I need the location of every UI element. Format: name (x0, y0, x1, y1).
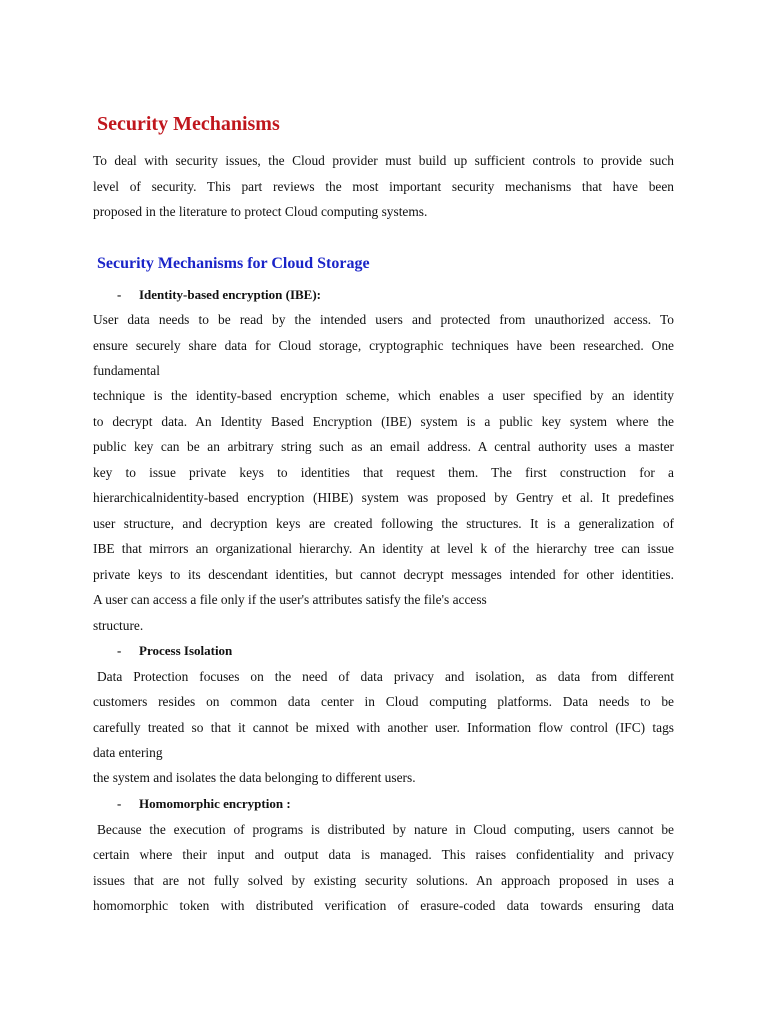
ibe-line: to decrypt data. An Identity Based Encryption (IBE) system is a public key system where the (93, 414, 674, 429)
ibe-line: A user can access a file only if the user's attributes satisfy the file's access (93, 592, 487, 607)
subheading-ibe-label: Identity-based encryption (IBE): (139, 287, 322, 302)
intro-line: level of security. This part reviews the most important security mechanisms that have been (93, 179, 674, 194)
isolation-line: data entering (93, 745, 163, 760)
homomorphic-line: certain where their input and output data is managed. This raises confidentiality and privacy (93, 847, 674, 862)
isolation-line: customers resides on common data center in Cloud computing platforms. Data needs to be (93, 694, 674, 709)
intro-line: To deal with security issues, the Cloud provider must build up sufficient controls to provide such (93, 153, 674, 168)
ibe-line: technique is the identity-based encryption scheme, which enables a user specified by an identity (93, 388, 674, 403)
ibe-line: User data needs to be read by the intended users and protected from unauthorized access. To (93, 312, 674, 327)
homomorphic-line: issues that are not fully solved by existing security solutions. An approach proposed in uses a (93, 873, 674, 888)
isolation-line: the system and isolates the data belonging to different users. (93, 770, 416, 785)
ibe-line: structure. (93, 618, 144, 633)
ibe-line: key to issue private keys to identities that request them. The first construction for a (93, 465, 674, 480)
subheading-homomorphic-encryption-label: Homomorphic encryption : (139, 796, 291, 811)
bullet-dash: - (117, 796, 122, 811)
subheading-process-isolation-label: Process Isolation (139, 643, 233, 658)
ibe-line: private keys to its descendant identities, but cannot decrypt messages intended for other identities. (93, 567, 674, 582)
intro-line: proposed in the literature to protect Cloud computing systems. (93, 204, 428, 219)
ibe-line: user structure, and decryption keys are created following the structures. It is a generalization of (93, 516, 674, 531)
ibe-line: hierarchicalnidentity-based encryption (HIBE) system was proposed by Gentry et al. It predefines (93, 490, 674, 505)
section-title: Security Mechanisms for Cloud Storage (97, 255, 370, 272)
subheading-ibe (117, 286, 321, 304)
subheading-process-isolation (117, 642, 232, 660)
homomorphic-line: Because the execution of programs is distributed by nature in Cloud computing, users cannot be (97, 822, 674, 837)
ibe-line: IBE that mirrors an organizational hierarchy. An identity at level k of the hierarchy tree can issue (93, 541, 674, 556)
bullet-dash: - (117, 287, 122, 302)
isolation-line: carefully treated so that it cannot be mixed with another user. Information flow control (IFC) tags (93, 720, 674, 735)
isolation-line: Data Protection focuses on the need of data privacy and isolation, as data from different (97, 669, 674, 684)
ibe-line: public key can be an arbitrary string such as an email address. A central authority uses a master (93, 439, 674, 454)
homomorphic-line: homomorphic token with distributed verification of erasure-coded data towards ensuring data (93, 898, 674, 913)
ibe-line: fundamental (93, 363, 160, 378)
bullet-dash: - (117, 643, 122, 658)
page-title: Security Mechanisms (97, 113, 280, 135)
subheading-homomorphic-encryption (117, 795, 291, 813)
ibe-line: ensure securely share data for Cloud storage, cryptographic techniques have been researched. One (93, 338, 674, 353)
